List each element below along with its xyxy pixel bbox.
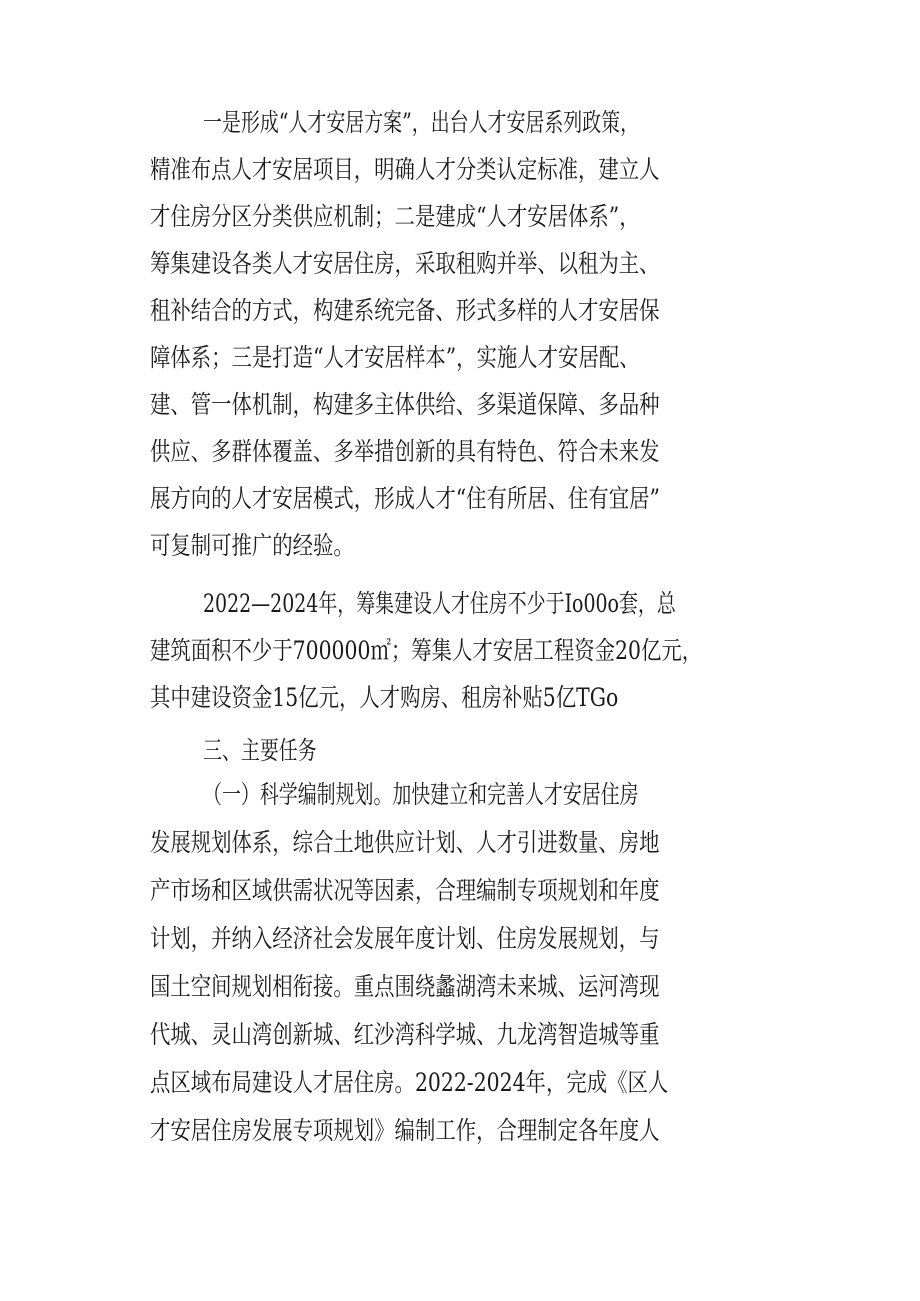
- text-line: 才安居住房发展专项规划》编制工作，合理制定各年度人: [150, 1116, 660, 1145]
- text-line: 产市场和区域供需状况等因素，合理编制专项规划和年度: [150, 876, 660, 905]
- text-line: 建、管一体机制，构建多主体供给、多渠道保障、多品种: [150, 390, 660, 419]
- text-line: （一）科学编制规划。加快建立和完善人才安居住房: [203, 780, 639, 809]
- text-line: 建筑面积不少于700000㎡；筹集人才安居工程资金20亿元，: [150, 636, 703, 665]
- text-line: 发展规划体系，综合土地供应计划、人才引进数量、房地: [150, 828, 660, 857]
- text-line: 才住房分区分类供应机制；二是建成“人才安居体系”，: [150, 202, 640, 231]
- text-line: 供应、多群体覆盖、多举措创新的具有特色、符合未来发: [150, 437, 660, 466]
- text-line: 障体系；三是打造“人才安居样本”，实施人才安居配、: [150, 343, 640, 372]
- text-line: 筹集建设各类人才安居住房，采取租购并举、以租为主、: [150, 249, 660, 278]
- text-line: 计划，并纳入经济社会发展年度计划、住房发展规划，与: [150, 924, 660, 953]
- section-heading: 三、主要任务: [203, 736, 317, 765]
- text-line: 点区域布局建设人才居住房。2022-2024年，完成《区人: [150, 1068, 669, 1097]
- text-line: 其中建设资金15亿元，人才购房、租房补贴5亿TGo: [150, 683, 619, 712]
- text-line: 2022—2024年，筹集建设人才住房不少于Io00o套，总: [203, 589, 676, 618]
- text-line: 租补结合的方式，构建系统完备、形式多样的人才安居保: [150, 296, 660, 325]
- text-line: 代城、灵山湾创新城、红沙湾科学城、九龙湾智造城等重: [150, 1020, 660, 1049]
- text-line: 精准布点人才安居项目，明确人才分类认定标准，建立人: [150, 155, 660, 184]
- text-line: 一是形成“人才安居方案”，出台人才安居系列政策，: [203, 108, 640, 137]
- text-line: 国土空间规划相衔接。重点围绕蠡湖湾未来城、运河湾现: [150, 972, 660, 1001]
- text-line: 展方向的人才安居模式，形成人才“住有所居、住有宜居”: [150, 484, 660, 513]
- text-line: 可复制可推广的经验。: [150, 531, 354, 560]
